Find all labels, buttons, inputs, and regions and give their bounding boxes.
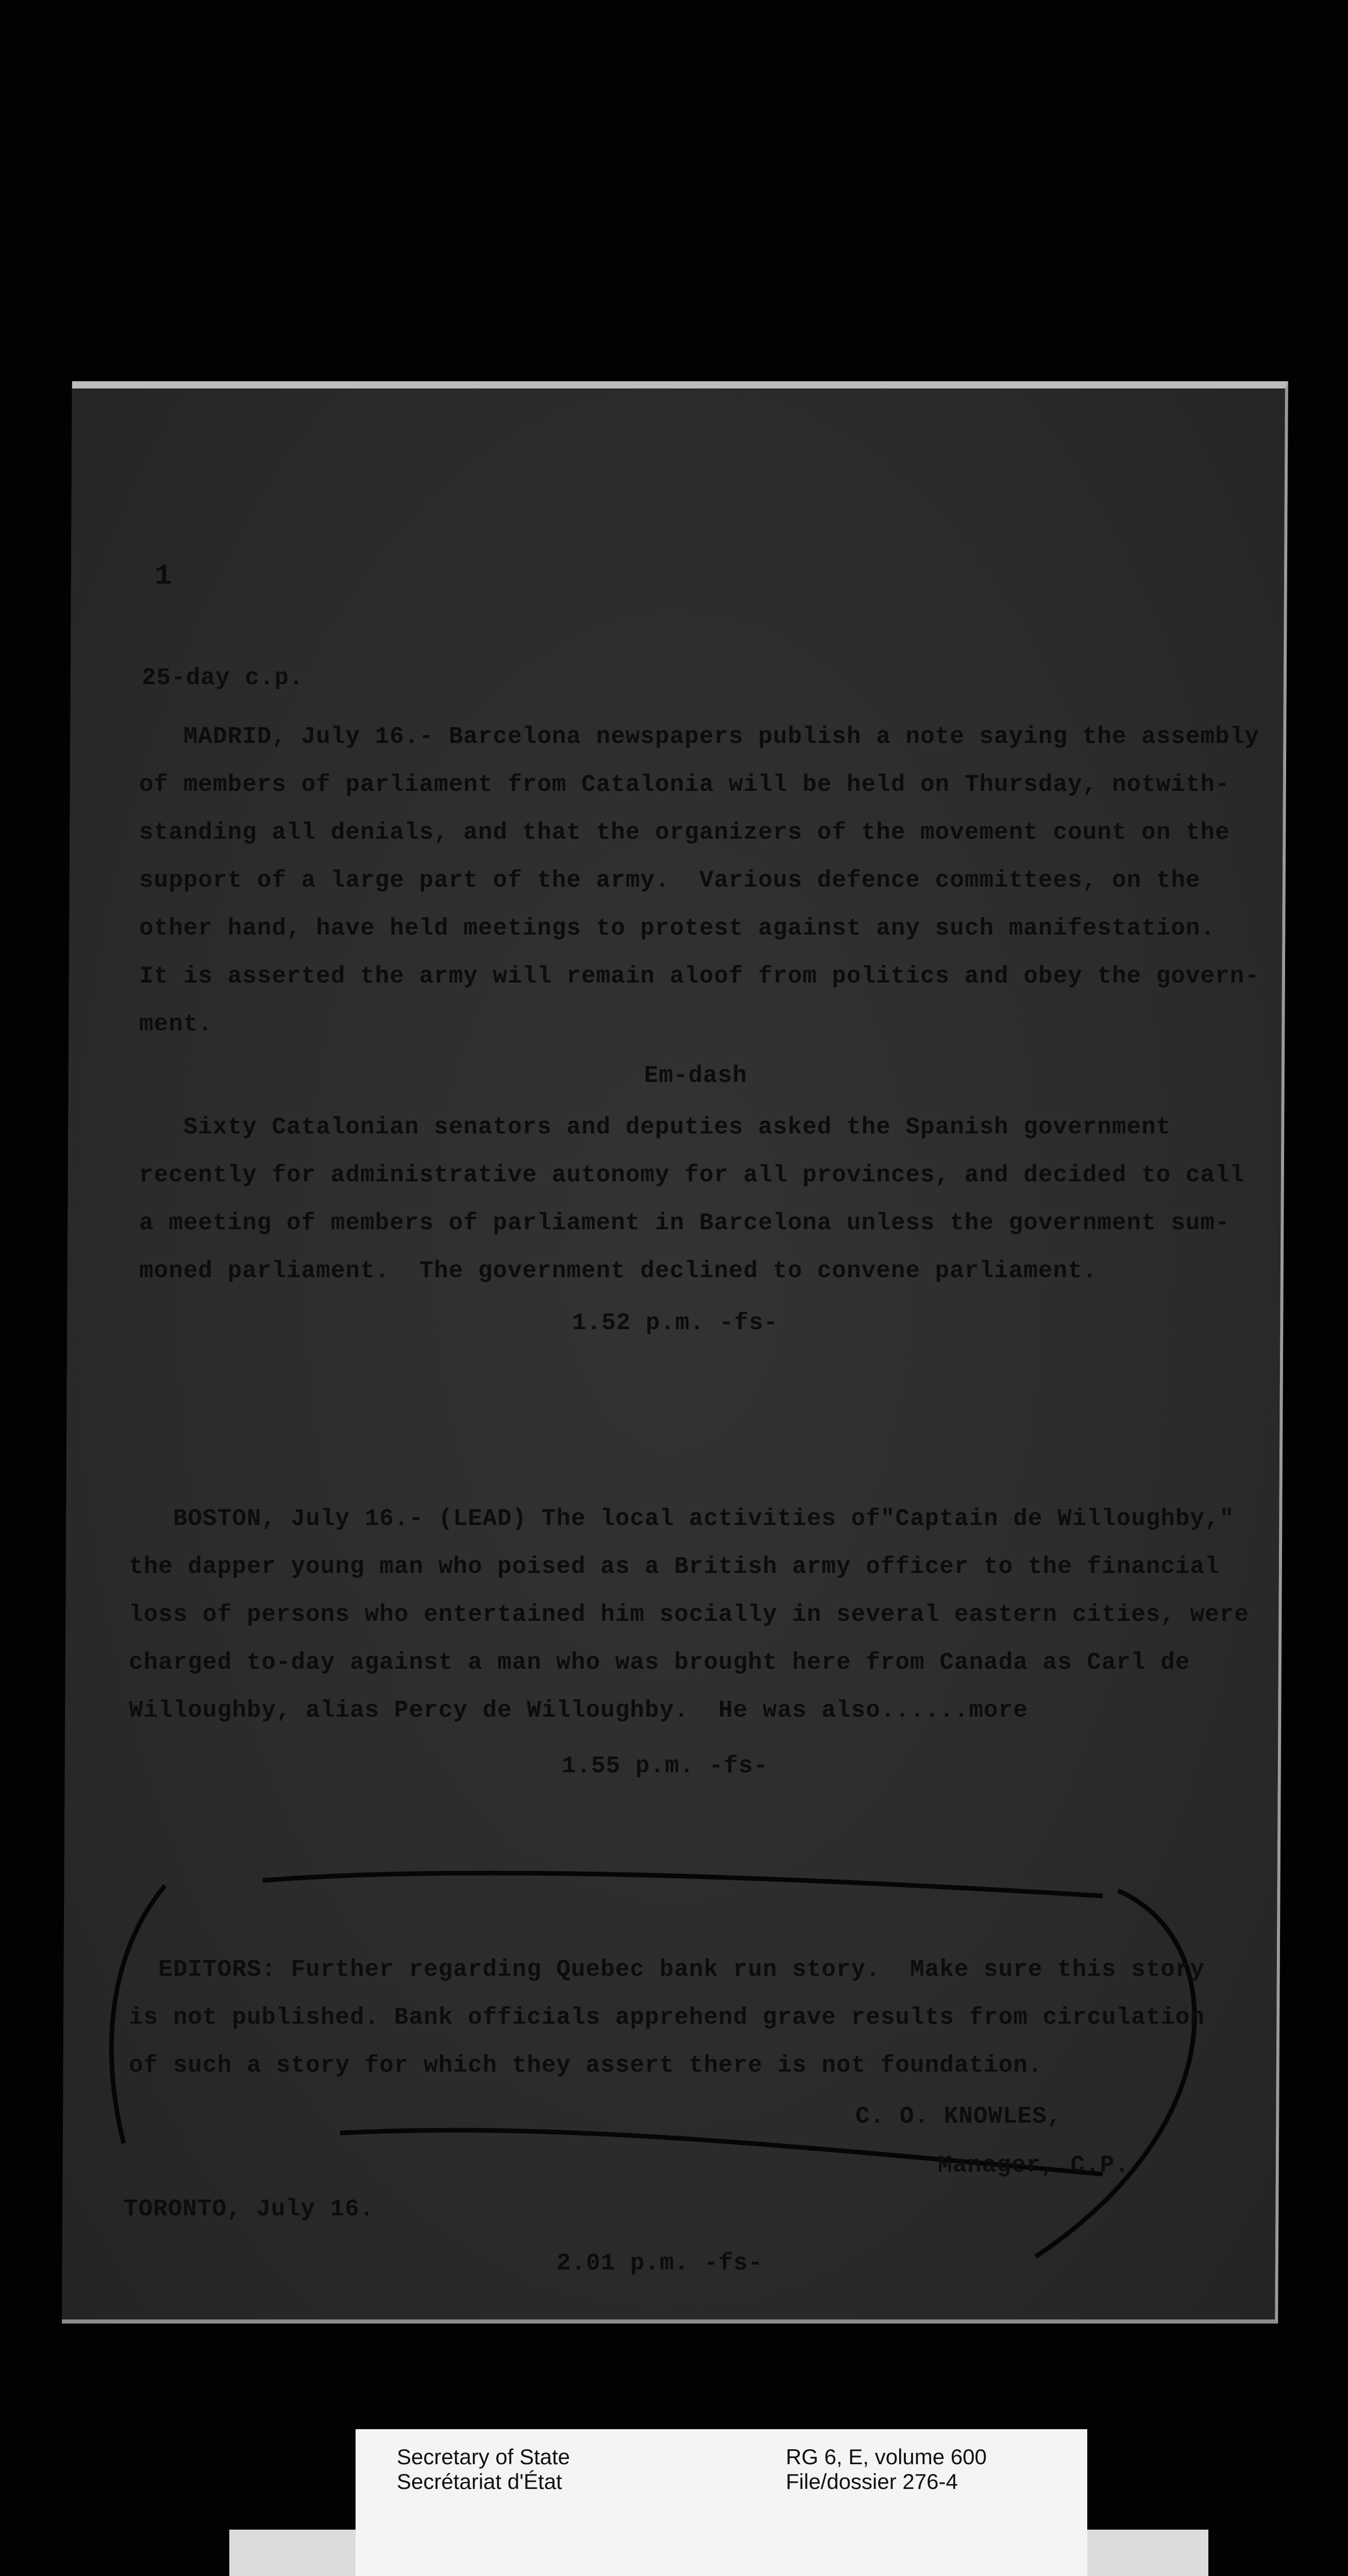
department-english: Secretary of State xyxy=(397,2445,570,2469)
signature-title: Manager, C.P. xyxy=(938,2152,1130,2179)
slug-line: 25-day c.p. xyxy=(142,665,304,691)
department-french: Secrétariat d'État xyxy=(397,2469,562,2494)
text-line: support of a large part of the army. Various defence committees, on the xyxy=(139,867,1201,894)
dateline: TORONTO, July 16. xyxy=(124,2196,375,2223)
text-line: BOSTON, July 16.- (LEAD) The local activities of"Captain de Willoughby," xyxy=(129,1505,1235,1532)
time-stamp-3: 2.01 p.m. -fs- xyxy=(557,2250,763,2277)
em-dash-line: Em-dash xyxy=(644,1062,748,1089)
text-line: EDITORS: Further regarding Quebec bank run story. Make sure this story xyxy=(129,1956,1205,1983)
text-line: a meeting of members of parliament in Barcelona unless the government sum- xyxy=(139,1210,1230,1236)
text-line: other hand, have held meetings to protest against any such manifestation. xyxy=(139,915,1216,942)
time-stamp-2: 1.55 p.m. -fs- xyxy=(562,1753,768,1780)
text-line: It is asserted the army will remain aloof from politics and obey the govern- xyxy=(139,963,1259,990)
text-line: standing all denials, and that the organizers of the movement count on the xyxy=(139,819,1230,846)
time-stamp-1: 1.52 p.m. -fs- xyxy=(572,1310,779,1336)
text-line: MADRID, July 16.- Barcelona newspapers publish a note saying the assembly xyxy=(139,723,1259,750)
text-line: charged to-day against a man who was brought here from Canada as Carl de xyxy=(129,1649,1190,1676)
signature-name: C. O. KNOWLES, xyxy=(855,2103,1062,2130)
text-line: Sixty Catalonian senators and deputies asked the Spanish government xyxy=(139,1114,1171,1141)
record-group-reference: RG 6, E, volume 600 xyxy=(786,2445,987,2469)
text-line: of such a story for which they assert there is not foundation. xyxy=(129,2052,1043,2079)
file-reference: File/dossier 276-4 xyxy=(786,2469,958,2494)
text-line: loss of persons who entertained him socially in several eastern cities, were xyxy=(129,1601,1249,1628)
text-line: is not published. Bank officials apprehend grave results from circulation xyxy=(129,2004,1205,2031)
corner-mark: 1 xyxy=(155,560,173,592)
text-line: ment. xyxy=(139,1011,213,1038)
text-line: recently for administrative autonomy for all provinces, and decided to call xyxy=(139,1162,1245,1189)
text-line: of members of parliament from Catalonia will be held on Thursday, notwith- xyxy=(139,771,1230,798)
text-line: moned parliament. The government declined to convene parliament. xyxy=(139,1258,1098,1284)
text-line: Willoughby, alias Percy de Willoughby. He was also......more xyxy=(129,1697,1028,1724)
text-line: the dapper young man who poised as a British army officer to the financial xyxy=(129,1553,1220,1580)
